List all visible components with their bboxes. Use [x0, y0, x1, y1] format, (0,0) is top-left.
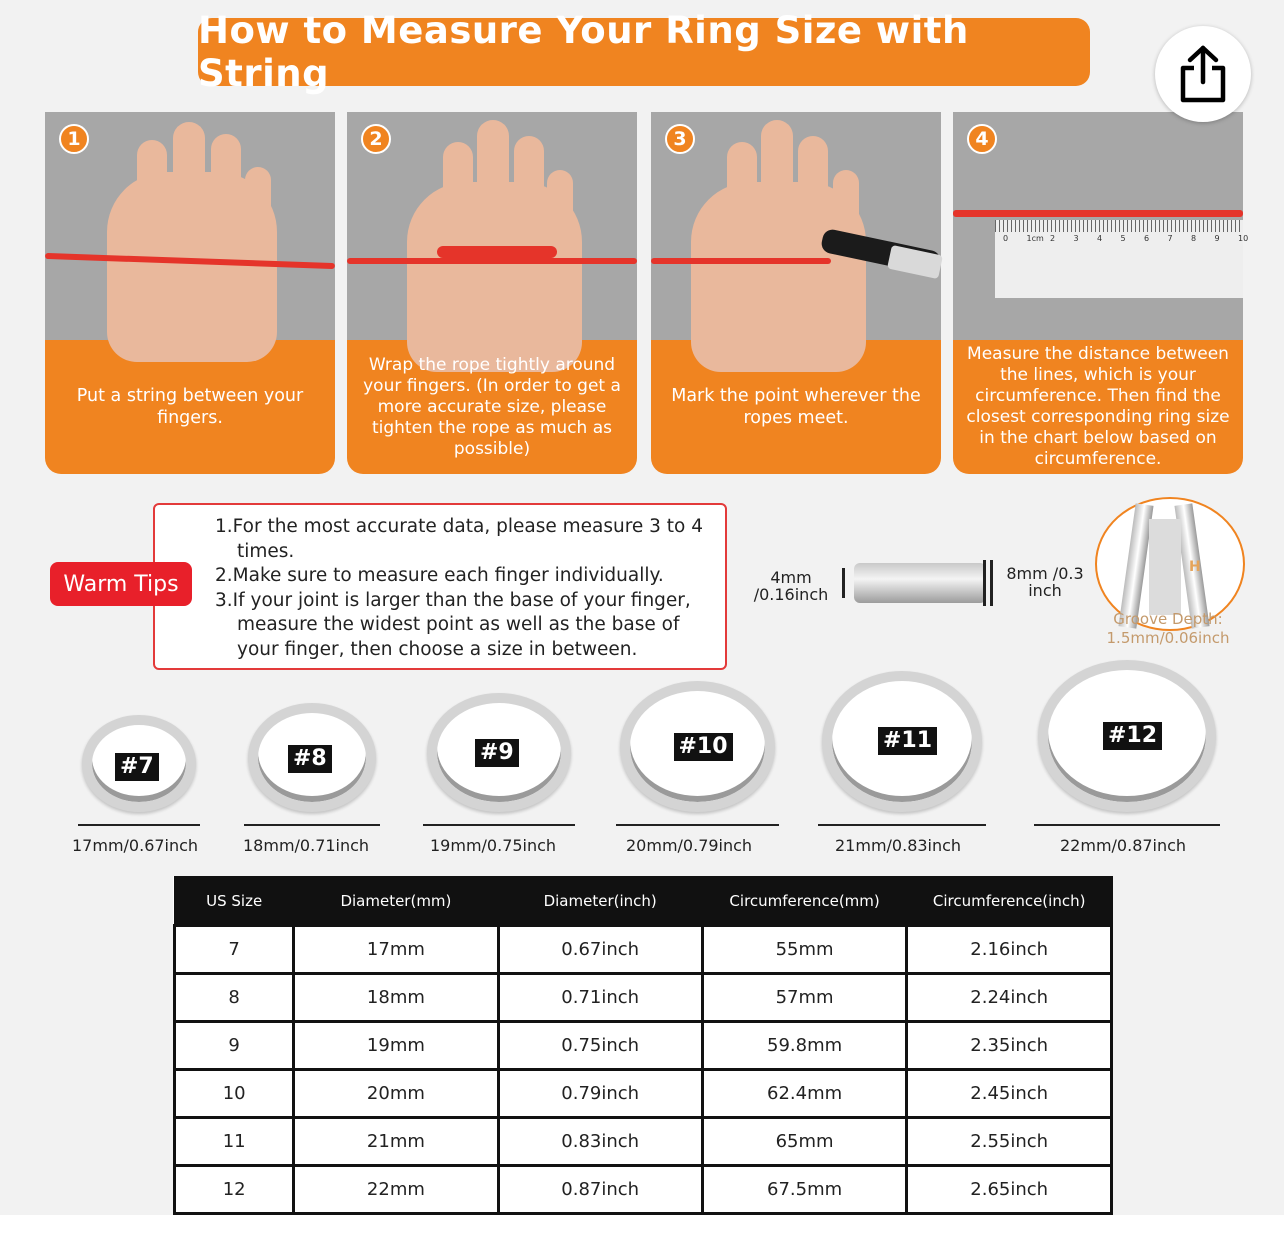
- groove-marker: H: [1189, 559, 1201, 575]
- table-cell: 2.65inch: [907, 1165, 1112, 1213]
- ruler-tick-label: 3: [1073, 234, 1079, 243]
- ruler-tick-label: 6: [1144, 234, 1150, 243]
- share-button[interactable]: [1155, 26, 1251, 122]
- table-cell: 2.45inch: [907, 1069, 1112, 1117]
- diameter-marker: [423, 824, 575, 826]
- step-card-2: [347, 112, 637, 474]
- ring-size-badge: #8: [288, 745, 332, 773]
- step-1-number: 1: [59, 124, 89, 154]
- table-row: [175, 1021, 1112, 1069]
- step-card-4: [953, 112, 1249, 474]
- step-4-photo: [953, 112, 1249, 340]
- step-card-3: [651, 112, 941, 474]
- table-cell: 0.79inch: [498, 1069, 702, 1117]
- table-row: [175, 1117, 1112, 1165]
- ring-size-caption: 21mm/0.83inch: [835, 836, 962, 855]
- step-2-photo: [347, 112, 637, 340]
- table-cell: 8: [175, 973, 294, 1021]
- ruler-tick-label: 5: [1120, 234, 1126, 243]
- ruler-tick-labels: [995, 234, 1249, 248]
- table-cell: 10: [175, 1069, 294, 1117]
- warm-tips-list: [215, 515, 725, 662]
- ring-size-caption: 18mm/0.71inch: [243, 836, 370, 855]
- table-cell: 18mm: [294, 973, 498, 1021]
- table-row: [175, 925, 1112, 973]
- step-4-number: 4: [967, 124, 997, 154]
- table-cell: 21mm: [294, 1117, 498, 1165]
- ruler-tick-label: 2: [1050, 234, 1056, 243]
- table-cell: 0.83inch: [498, 1117, 702, 1165]
- table-cell: 11: [175, 1117, 294, 1165]
- diameter-marker: [818, 824, 986, 826]
- table-row: [175, 1069, 1112, 1117]
- table-cell: 59.8mm: [702, 1021, 907, 1069]
- diameter-marker: [616, 824, 779, 826]
- table-header-row: [175, 877, 1112, 925]
- warm-tips-box: [153, 503, 727, 670]
- ring-profile-icon: [842, 560, 998, 606]
- diameter-marker: [1034, 824, 1220, 826]
- ring-size-badge: #9: [475, 739, 519, 767]
- ruler-tick-label: 4: [1097, 234, 1103, 243]
- step-1-photo: [45, 112, 335, 340]
- table-cell: 19mm: [294, 1021, 498, 1069]
- ring-height-label: 8mm /0.3 inch: [1006, 564, 1084, 600]
- ring-size-caption: 20mm/0.79inch: [626, 836, 753, 855]
- ruler: [995, 220, 1249, 298]
- step-2-text: Wrap the rope tightly around your fingers. (In order to get a more accurate size, please tighten the rope as much as possible): [363, 354, 621, 459]
- diameter-marker: [78, 824, 200, 826]
- table-cell: 2.55inch: [907, 1117, 1112, 1165]
- ruler-tick-label: 0: [1003, 234, 1009, 243]
- table-cell: 67.5mm: [702, 1165, 907, 1213]
- warm-tips-label: Warm Tips: [50, 562, 192, 606]
- table-cell: 57mm: [702, 973, 907, 1021]
- table-cell: 2.24inch: [907, 973, 1112, 1021]
- step-1-text: Put a string between your fingers.: [76, 386, 304, 428]
- ruler-tick-label: 8: [1191, 234, 1197, 243]
- table-cell: 0.71inch: [498, 973, 702, 1021]
- ruler-tick-label: 7: [1167, 234, 1173, 243]
- step-4-text: Measure the distance between the lines, which is your circumference. Then find the closest corresponding ring size in the chart below based on circumference.: [966, 344, 1230, 469]
- step-3-text: Mark the point wherever the ropes meet.: [671, 386, 921, 428]
- table-cell: 20mm: [294, 1069, 498, 1117]
- table-cell: 2.35inch: [907, 1021, 1112, 1069]
- table-cell: 0.75inch: [498, 1021, 702, 1069]
- table-cell: 7: [175, 925, 294, 973]
- ring-width-label: 4mm /0.16inch: [753, 568, 829, 604]
- page-title: How to Measure Your Ring Size with String: [198, 18, 1090, 86]
- step-3-number: 3: [665, 124, 695, 154]
- ring-size-badge: #11: [878, 727, 937, 755]
- ring-size-badge: #12: [1103, 722, 1162, 750]
- groove-depth-label: Groove Depth: 1.5mm/0.06inch: [1106, 610, 1230, 647]
- table-cell: 12: [175, 1165, 294, 1213]
- table-cell: 9: [175, 1021, 294, 1069]
- table-header-circumference-inch: Circumference(inch): [907, 877, 1112, 925]
- table-cell: 55mm: [702, 925, 907, 973]
- step-2-number: 2: [361, 124, 391, 154]
- diameter-marker: [244, 824, 380, 826]
- table-cell: 62.4mm: [702, 1069, 907, 1117]
- share-icon: [1177, 44, 1229, 104]
- table-header-diameter-mm: Diameter(mm): [294, 877, 498, 925]
- table-row: [175, 1165, 1112, 1213]
- table-row: [175, 973, 1112, 1021]
- ring-size-caption: 22mm/0.87inch: [1060, 836, 1187, 855]
- table-cell: 0.67inch: [498, 925, 702, 973]
- ring-size-badge: #7: [115, 753, 159, 781]
- warm-tip-3: 3.If your joint is larger than the base of your finger, measure the widest point as well as the base of your finger, then choose a size in between.: [215, 589, 691, 660]
- table-cell: 22mm: [294, 1165, 498, 1213]
- ring-size-table: [173, 876, 1113, 1215]
- table-header-us-size: US Size: [175, 877, 294, 925]
- table-cell: 0.87inch: [498, 1165, 702, 1213]
- step-card-1: [45, 112, 335, 474]
- table-cell: 65mm: [702, 1117, 907, 1165]
- ruler-tick-label: 1cm: [1026, 234, 1044, 243]
- table-cell: 2.16inch: [907, 925, 1112, 973]
- table-header-circumference-mm: Circumference(mm): [702, 877, 907, 925]
- ring-size-caption: 19mm/0.75inch: [430, 836, 557, 855]
- table-header-diameter-inch: Diameter(inch): [498, 877, 702, 925]
- warm-tip-1: 1.For the most accurate data, please measure 3 to 4 times.: [215, 516, 704, 562]
- ruler-tick-label: 9: [1214, 234, 1220, 243]
- warm-tip-2: 2.Make sure to measure each finger individually.: [215, 565, 664, 586]
- ruler-tick-label: 10: [1238, 234, 1249, 243]
- ring-size-caption: 17mm/0.67inch: [72, 836, 199, 855]
- ring-size-badge: #10: [674, 733, 733, 761]
- table-cell: 17mm: [294, 925, 498, 973]
- bottom-strip: [0, 1215, 1284, 1238]
- step-3-photo: [651, 112, 941, 340]
